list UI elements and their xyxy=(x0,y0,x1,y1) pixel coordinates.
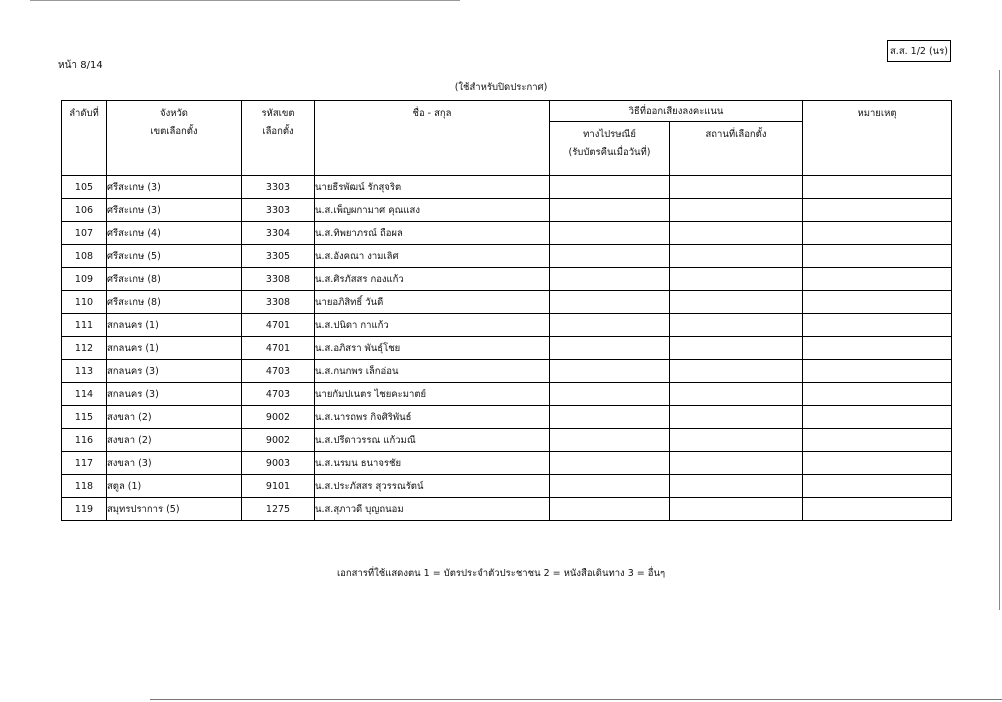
cell-method-station xyxy=(670,291,803,314)
col-header-code-line1: รหัสเขต xyxy=(261,108,295,119)
cell-remark xyxy=(803,291,952,314)
cell-remark xyxy=(803,268,952,291)
cell-no: 119 xyxy=(62,498,107,521)
cell-no: 110 xyxy=(62,291,107,314)
cell-method-post xyxy=(550,498,670,521)
col-header-code xyxy=(242,101,315,176)
cell-method-station xyxy=(670,475,803,498)
cell-province: สมุทรปราการ (5) xyxy=(107,498,242,521)
table-row xyxy=(62,360,952,383)
cell-remark xyxy=(803,314,952,337)
col-header-province-line2: เขตเลือกตั้ง xyxy=(150,126,198,137)
cell-name: น.ส.เพ็ญผกามาศ คุณแสง xyxy=(315,199,550,222)
cell-province: สกลนคร (3) xyxy=(107,360,242,383)
cell-method-post xyxy=(550,475,670,498)
cell-method-post xyxy=(550,176,670,199)
cell-name: น.ส.อภิสรา พันธุ์โชย xyxy=(315,337,550,360)
cell-method-station xyxy=(670,245,803,268)
col-header-method xyxy=(550,101,803,122)
table-body xyxy=(62,176,952,521)
table-row xyxy=(62,199,952,222)
cell-province: สกลนคร (1) xyxy=(107,314,242,337)
cell-name: น.ส.อังคณา งามเลิศ xyxy=(315,245,550,268)
cell-code: 3308 xyxy=(242,291,315,314)
cell-method-post xyxy=(550,222,670,245)
cell-name: น.ส.ศิรภัสสร กองแก้ว xyxy=(315,268,550,291)
cell-no: 111 xyxy=(62,314,107,337)
cell-method-post xyxy=(550,452,670,475)
col-header-name xyxy=(315,101,550,176)
cell-method-station xyxy=(670,360,803,383)
cell-method-post xyxy=(550,291,670,314)
cell-method-station xyxy=(670,176,803,199)
col-header-province xyxy=(107,101,242,176)
document-footnote: เอกสารที่ใช้แสดงตน 1 = บัตรประจำตัวประชาชน 2 = หนังสือเดินทาง 3 = อื่นๆ xyxy=(336,568,666,579)
cell-name: น.ส.ปรีดาวรรณ แก้วมณี xyxy=(315,429,550,452)
table-row xyxy=(62,383,952,406)
col-header-remark xyxy=(803,101,952,176)
cell-province: สกลนคร (3) xyxy=(107,383,242,406)
cell-remark xyxy=(803,383,952,406)
col-header-method-label: วิธีที่ออกเสียงลงคะแนน xyxy=(628,105,724,117)
cell-code: 3308 xyxy=(242,268,315,291)
cell-method-post xyxy=(550,337,670,360)
cell-method-station xyxy=(670,383,803,406)
col-header-code-line2: เลือกตั้ง xyxy=(262,126,294,137)
col-header-name-label: ชื่อ - สกุล xyxy=(412,108,452,119)
table-row xyxy=(62,245,952,268)
cell-no: 118 xyxy=(62,475,107,498)
cell-name: นายกัมปเนตร ไชยคะมาตย์ xyxy=(315,383,550,406)
form-code-box xyxy=(887,40,951,62)
cell-name: นายธีรพัฒน์ รักสุจริต xyxy=(315,176,550,199)
table-row xyxy=(62,314,952,337)
col-header-method-station xyxy=(670,122,803,176)
cell-name: น.ส.นารถพร กิจศิริพันธ์ xyxy=(315,406,550,429)
cell-remark xyxy=(803,429,952,452)
cell-name: น.ส.สุภาวดี บุญถนอม xyxy=(315,498,550,521)
cell-province: ศรีสะเกษ (8) xyxy=(107,291,242,314)
cell-method-station xyxy=(670,498,803,521)
table-row xyxy=(62,291,952,314)
cell-code: 9101 xyxy=(242,475,315,498)
cell-province: ศรีสะเกษ (3) xyxy=(107,199,242,222)
cell-method-post xyxy=(550,245,670,268)
cell-remark xyxy=(803,176,952,199)
cell-method-station xyxy=(670,268,803,291)
cell-method-post xyxy=(550,406,670,429)
cell-method-station xyxy=(670,406,803,429)
cell-province: สกลนคร (1) xyxy=(107,337,242,360)
scan-edge-right xyxy=(999,70,1000,610)
cell-province: สงขลา (2) xyxy=(107,429,242,452)
table-row xyxy=(62,176,952,199)
scan-edge-top xyxy=(30,0,460,1)
cell-code: 3304 xyxy=(242,222,315,245)
cell-method-post xyxy=(550,429,670,452)
cell-remark xyxy=(803,360,952,383)
cell-no: 113 xyxy=(62,360,107,383)
cell-code: 3303 xyxy=(242,176,315,199)
cell-remark xyxy=(803,337,952,360)
cell-no: 107 xyxy=(62,222,107,245)
cell-code: 4701 xyxy=(242,337,315,360)
cell-method-station xyxy=(670,199,803,222)
cell-name: นายอภิสิทธิ์ วันดี xyxy=(315,291,550,314)
table-row xyxy=(62,337,952,360)
table-row xyxy=(62,498,952,521)
cell-remark xyxy=(803,245,952,268)
table-row xyxy=(62,406,952,429)
cell-province: ศรีสะเกษ (4) xyxy=(107,222,242,245)
cell-province: สงขลา (2) xyxy=(107,406,242,429)
cell-code: 4701 xyxy=(242,314,315,337)
col-header-method-post-line1: ทางไปรษณีย์ xyxy=(583,129,636,140)
scan-edge-bottom xyxy=(150,699,1002,700)
cell-method-station xyxy=(670,337,803,360)
col-header-no xyxy=(62,101,107,176)
cell-code: 4703 xyxy=(242,383,315,406)
cell-method-station xyxy=(670,314,803,337)
cell-remark xyxy=(803,452,952,475)
table-row xyxy=(62,452,952,475)
table-row xyxy=(62,475,952,498)
form-code-text: ส.ส. 1/2 (นร) xyxy=(890,45,948,57)
cell-code: 3305 xyxy=(242,245,315,268)
cell-province: ศรีสะเกษ (3) xyxy=(107,176,242,199)
cell-no: 114 xyxy=(62,383,107,406)
cell-remark xyxy=(803,475,952,498)
cell-name: น.ส.ปนิดา กาแก้ว xyxy=(315,314,550,337)
table-header xyxy=(62,101,952,176)
cell-method-station xyxy=(670,429,803,452)
cell-name: น.ส.ทิพยาภรณ์ ถือผล xyxy=(315,222,550,245)
table-row xyxy=(62,429,952,452)
page-number: หน้า 8/14 xyxy=(58,60,103,71)
document-subtitle: (ใช้สำหรับปิดประกาศ) xyxy=(454,82,548,93)
voter-table xyxy=(61,100,952,521)
col-header-method-station-label: สถานที่เลือกตั้ง xyxy=(705,129,767,140)
col-header-method-post xyxy=(550,122,670,176)
cell-remark xyxy=(803,498,952,521)
cell-code: 4703 xyxy=(242,360,315,383)
col-header-method-post-line2: (รับบัตรคืนเมื่อวันที่) xyxy=(568,147,651,158)
cell-remark xyxy=(803,222,952,245)
cell-no: 106 xyxy=(62,199,107,222)
cell-no: 112 xyxy=(62,337,107,360)
cell-method-post xyxy=(550,199,670,222)
cell-no: 105 xyxy=(62,176,107,199)
cell-no: 116 xyxy=(62,429,107,452)
cell-province: สงขลา (3) xyxy=(107,452,242,475)
cell-province: ศรีสะเกษ (5) xyxy=(107,245,242,268)
col-header-remark-label: หมายเหตุ xyxy=(857,108,897,119)
cell-method-station xyxy=(670,222,803,245)
table-row xyxy=(62,268,952,291)
cell-method-post xyxy=(550,314,670,337)
cell-remark xyxy=(803,199,952,222)
cell-code: 3303 xyxy=(242,199,315,222)
cell-code: 1275 xyxy=(242,498,315,521)
cell-method-post xyxy=(550,383,670,406)
cell-code: 9003 xyxy=(242,452,315,475)
cell-no: 117 xyxy=(62,452,107,475)
col-header-no-label: ลำดับที่ xyxy=(69,108,99,119)
cell-name: น.ส.ประภัสสร สุวรรณรัตน์ xyxy=(315,475,550,498)
cell-name: น.ส.นรมน ธนาจรชัย xyxy=(315,452,550,475)
cell-no: 109 xyxy=(62,268,107,291)
cell-method-post xyxy=(550,268,670,291)
cell-method-post xyxy=(550,360,670,383)
cell-no: 115 xyxy=(62,406,107,429)
col-header-province-line1: จังหวัด xyxy=(160,108,188,119)
cell-province: ศรีสะเกษ (8) xyxy=(107,268,242,291)
cell-code: 9002 xyxy=(242,429,315,452)
cell-province: สตูล (1) xyxy=(107,475,242,498)
cell-name: น.ส.กนกพร เล็กอ่อน xyxy=(315,360,550,383)
cell-code: 9002 xyxy=(242,406,315,429)
cell-remark xyxy=(803,406,952,429)
cell-no: 108 xyxy=(62,245,107,268)
table-row xyxy=(62,222,952,245)
cell-method-station xyxy=(670,452,803,475)
